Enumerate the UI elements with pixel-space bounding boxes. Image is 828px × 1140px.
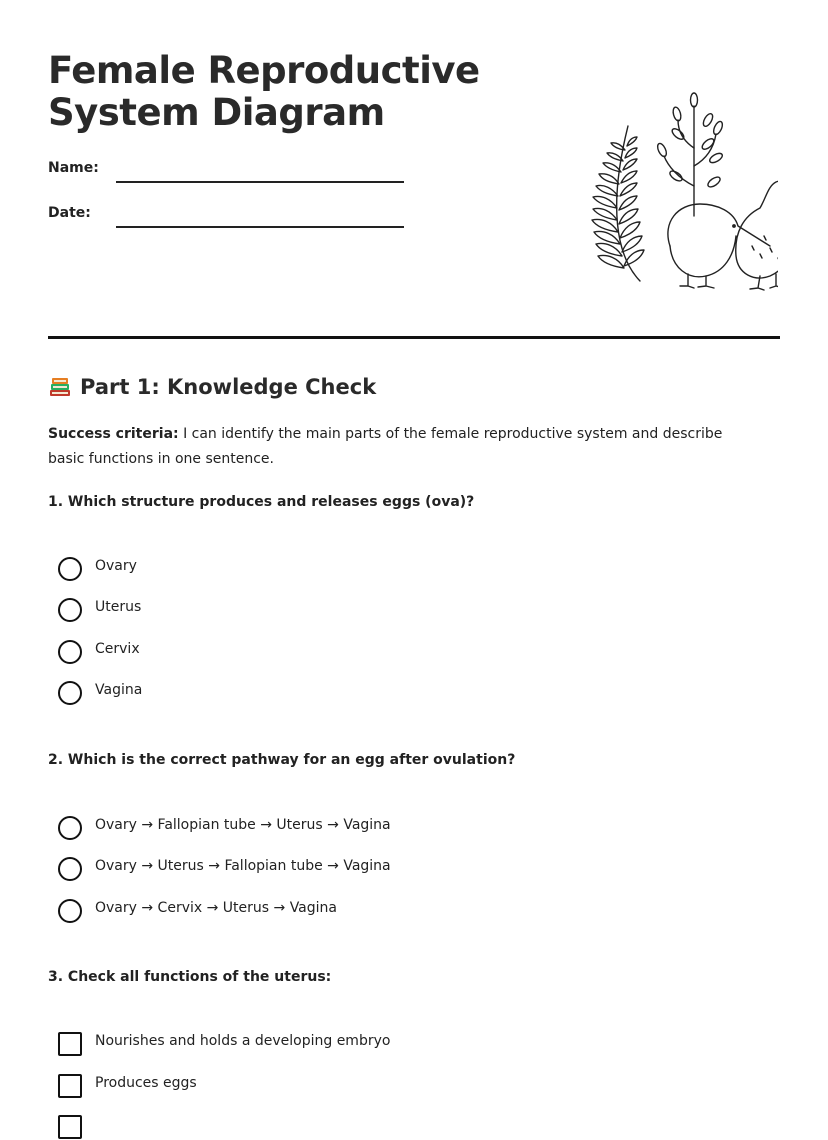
q2-option-1[interactable] bbox=[58, 815, 658, 841]
option-label: Produces eggs bbox=[95, 1075, 197, 1091]
radio-button[interactable] bbox=[58, 681, 82, 705]
standing-bird-icon bbox=[736, 181, 778, 290]
criteria-text: I can identify the main parts of the female reproductive system and describe basic functions in one sentence. bbox=[48, 426, 723, 467]
page-title bbox=[48, 50, 508, 134]
option-label: Ovary → Cervix → Uterus → Vagina bbox=[95, 900, 337, 916]
checkbox[interactable] bbox=[58, 1115, 82, 1139]
radio-button[interactable] bbox=[58, 557, 82, 581]
q1-option-uterus[interactable] bbox=[58, 597, 658, 623]
criteria-label: Success criteria: bbox=[48, 426, 179, 442]
radio-button[interactable] bbox=[58, 857, 82, 881]
radio-button[interactable] bbox=[58, 640, 82, 664]
q1-option-ovary[interactable] bbox=[58, 556, 658, 582]
q2-option-2[interactable] bbox=[58, 856, 658, 882]
fern-icon bbox=[592, 126, 644, 281]
checkbox[interactable] bbox=[58, 1032, 82, 1056]
option-label: Cervix bbox=[95, 641, 140, 657]
q3-option-produces-eggs[interactable] bbox=[58, 1073, 658, 1099]
date-input-line[interactable] bbox=[116, 226, 404, 228]
sapling-icon bbox=[656, 93, 724, 216]
date-field bbox=[48, 205, 408, 235]
radio-button[interactable] bbox=[58, 598, 82, 622]
fern-tree-kiwi-birds-illustration bbox=[538, 86, 778, 296]
title-line-1: Female Reproductive bbox=[48, 49, 480, 92]
worksheet-page bbox=[48, 0, 780, 1118]
option-label: Nourishes and holds a developing embryo bbox=[95, 1033, 391, 1049]
date-label: Date: bbox=[48, 205, 91, 221]
radio-button[interactable] bbox=[58, 899, 82, 923]
option-label: Uterus bbox=[95, 599, 142, 615]
option-label: Ovary bbox=[95, 558, 137, 574]
radio-button[interactable] bbox=[58, 816, 82, 840]
section-divider bbox=[48, 336, 780, 339]
name-label: Name: bbox=[48, 160, 99, 176]
q3-option-nourishes[interactable] bbox=[58, 1031, 658, 1057]
name-input-line[interactable] bbox=[116, 181, 404, 183]
option-label: Vagina bbox=[95, 682, 143, 698]
success-criteria bbox=[48, 422, 748, 472]
option-label: Ovary → Uterus → Fallopian tube → Vagina bbox=[95, 858, 391, 874]
title-line-2: System Diagram bbox=[48, 91, 385, 134]
q2-option-3[interactable] bbox=[58, 898, 658, 924]
checkbox[interactable] bbox=[58, 1074, 82, 1098]
question-3: 3. Check all functions of the uterus: bbox=[48, 969, 332, 985]
q1-option-cervix[interactable] bbox=[58, 639, 658, 665]
question-1: 1. Which structure produces and releases eggs (ova)? bbox=[48, 494, 475, 510]
section-1-title bbox=[48, 374, 376, 399]
section-1-title-text: Part 1: Knowledge Check bbox=[80, 375, 377, 399]
question-2: 2. Which is the correct pathway for an egg after ovulation? bbox=[48, 752, 516, 768]
option-label: Ovary → Fallopian tube → Uterus → Vagina bbox=[95, 817, 391, 833]
q1-option-vagina[interactable] bbox=[58, 680, 658, 706]
kiwi-bird-icon bbox=[668, 204, 770, 288]
name-field bbox=[48, 160, 408, 190]
books-icon bbox=[48, 374, 72, 398]
